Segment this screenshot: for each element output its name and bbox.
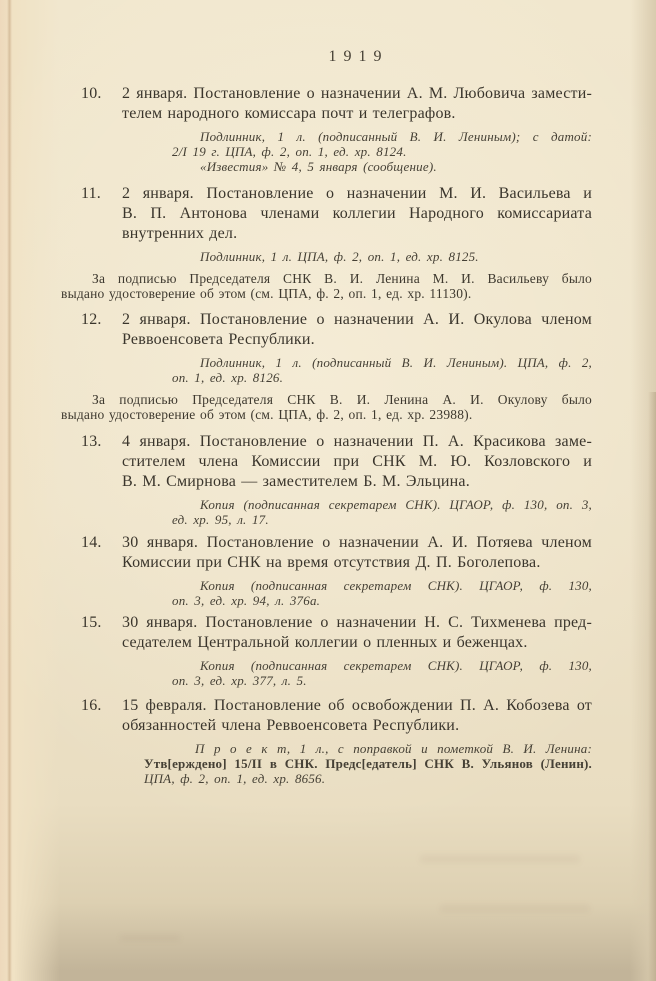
- archival-citation: [172, 129, 592, 174]
- citation-line: П р о е к т, 1 л., с поправкой и пометкой В. И. Ленина:: [195, 741, 592, 756]
- citation-line: Копия (подписанная секретарем СНК). ЦГАОР, ф. 130,: [200, 578, 592, 593]
- citation-line: Копия (подписанная секретарем СНК). ЦГАОР, ф. 130, оп. 3,: [200, 497, 592, 512]
- entry-text-line: Комиссии при СНК на время отсутствия Д. П. Боголепова.: [122, 554, 541, 571]
- entry-text-line: Реввоенсовета Республики.: [122, 331, 315, 348]
- page-binding-crease: [7, 0, 12, 981]
- note-line: выдано удостоверение об этом (см. ЦПА, ф. 2, оп. 1, ед. хр. 23988).: [61, 407, 473, 422]
- entry-number: 13.: [81, 433, 102, 450]
- page-header-year: 1919: [328, 48, 389, 65]
- citation-line: ед. хр. 95, л. 17.: [172, 512, 269, 527]
- entry-text-line: обязанностей члена Реввоенсовета Республики.: [122, 717, 460, 734]
- entry-text-line: внутренних дел.: [122, 225, 238, 242]
- entry-text-line: 2 января. Постановление о назначении А. М. Любовича замести-: [122, 85, 592, 102]
- archival-citation: [172, 497, 592, 527]
- decree-entry-11: [61, 184, 592, 301]
- citation-line: 2/I 19 г. ЦПА, ф. 2, оп. 1, ед. хр. 8124.: [172, 144, 407, 159]
- entry-text-line: 2 января. Постановление о назначении М. И. Васильева и: [122, 185, 592, 202]
- citation-line: «Известия» № 4, 5 января (сообщение).: [200, 159, 437, 174]
- entry-number: 11.: [81, 185, 102, 202]
- citation-line: Копия (подписанная секретарем СНК). ЦГАОР, ф. 130,: [200, 658, 592, 673]
- note-line: выдано удостоверение об этом (см. ЦПА, ф. 2, оп. 1, ед. хр. 11130).: [61, 286, 472, 301]
- entry-text-line: стителем члена Комиссии при СНК М. Ю. Козловского и: [122, 453, 592, 470]
- decree-entry-15: [61, 613, 592, 688]
- citation-line-lenin-approval: Утв[ерждено] 15/II в СНК. Предс[едатель] СНК В. Ульянов (Ленин).: [144, 756, 592, 771]
- show-through-smudge: [440, 905, 590, 912]
- show-through-smudge: [120, 935, 180, 941]
- decree-entry-12: [61, 310, 592, 422]
- citation-line: оп. 3, ед. хр. 377, л. 5.: [172, 673, 307, 688]
- note-line: За подписью Председателя СНК В. И. Ленина М. И. Васильеву было: [92, 271, 592, 286]
- entry-text-line: 30 января. Постановление о назначении А. И. Потяева членом: [122, 534, 592, 551]
- entry-text-line: В. П. Антонова членами коллегии Народного комиссариата: [122, 205, 592, 222]
- note-line: За подписью Председателя СНК В. И. Ленина А. И. Окулову было: [92, 392, 592, 407]
- show-through-smudge: [420, 855, 580, 863]
- citation-line: Подлинник, 1 л. (подписанный В. И. Лениным); с датой:: [200, 129, 592, 144]
- decree-entry-10: [61, 84, 592, 174]
- citation-line: оп. 3, ед. хр. 94, л. 376а.: [172, 593, 321, 608]
- decree-entry-13: [61, 432, 592, 527]
- page-text-block: [61, 48, 592, 786]
- decree-entry-14: [61, 533, 592, 608]
- archival-citation: [172, 249, 592, 264]
- archival-citation: [172, 355, 592, 385]
- citation-line: Подлинник, 1 л. (подписанный В. И. Лениным). ЦПА, ф. 2,: [200, 355, 592, 370]
- citation-line: оп. 1, ед. хр. 8126.: [172, 370, 284, 385]
- archival-citation: [172, 578, 592, 608]
- entry-text-line: седателем Центральной коллегии о пленных и беженцах.: [122, 634, 528, 651]
- archival-citation: [144, 741, 592, 786]
- entry-number: 15.: [81, 614, 102, 631]
- page-right-edge-shadow: [648, 392, 656, 981]
- entry-text-line: 15 февраля. Постановление об освобождении П. А. Кобозева от: [122, 697, 592, 714]
- decree-entry-16: [61, 696, 592, 786]
- entry-number: 16.: [81, 697, 102, 714]
- entry-text-line: 2 января. Постановление о назначении А. И. Окулова членом: [122, 311, 592, 328]
- archival-citation: [172, 658, 592, 688]
- entry-text-line: 30 января. Постановление о назначении Н. С. Тихменева пред-: [122, 614, 592, 631]
- editorial-note: [61, 271, 592, 301]
- entry-text-line: В. М. Смирнова — заместителем Б. М. Эльцина.: [122, 473, 470, 490]
- editorial-note: [61, 392, 592, 422]
- citation-line: ЦПА, ф. 2, оп. 1, ед. хр. 8656.: [144, 771, 326, 786]
- citation-line: Подлинник, 1 л. ЦПА, ф. 2, оп. 1, ед. хр. 8125.: [200, 249, 479, 264]
- entry-text-line: телем народного комиссара почт и телеграфов.: [122, 105, 456, 122]
- entry-number: 10.: [81, 85, 102, 102]
- entry-number: 12.: [81, 311, 102, 328]
- entry-text-line: 4 января. Постановление о назначении П. А. Красикова заме-: [122, 433, 592, 450]
- entry-number: 14.: [81, 534, 102, 551]
